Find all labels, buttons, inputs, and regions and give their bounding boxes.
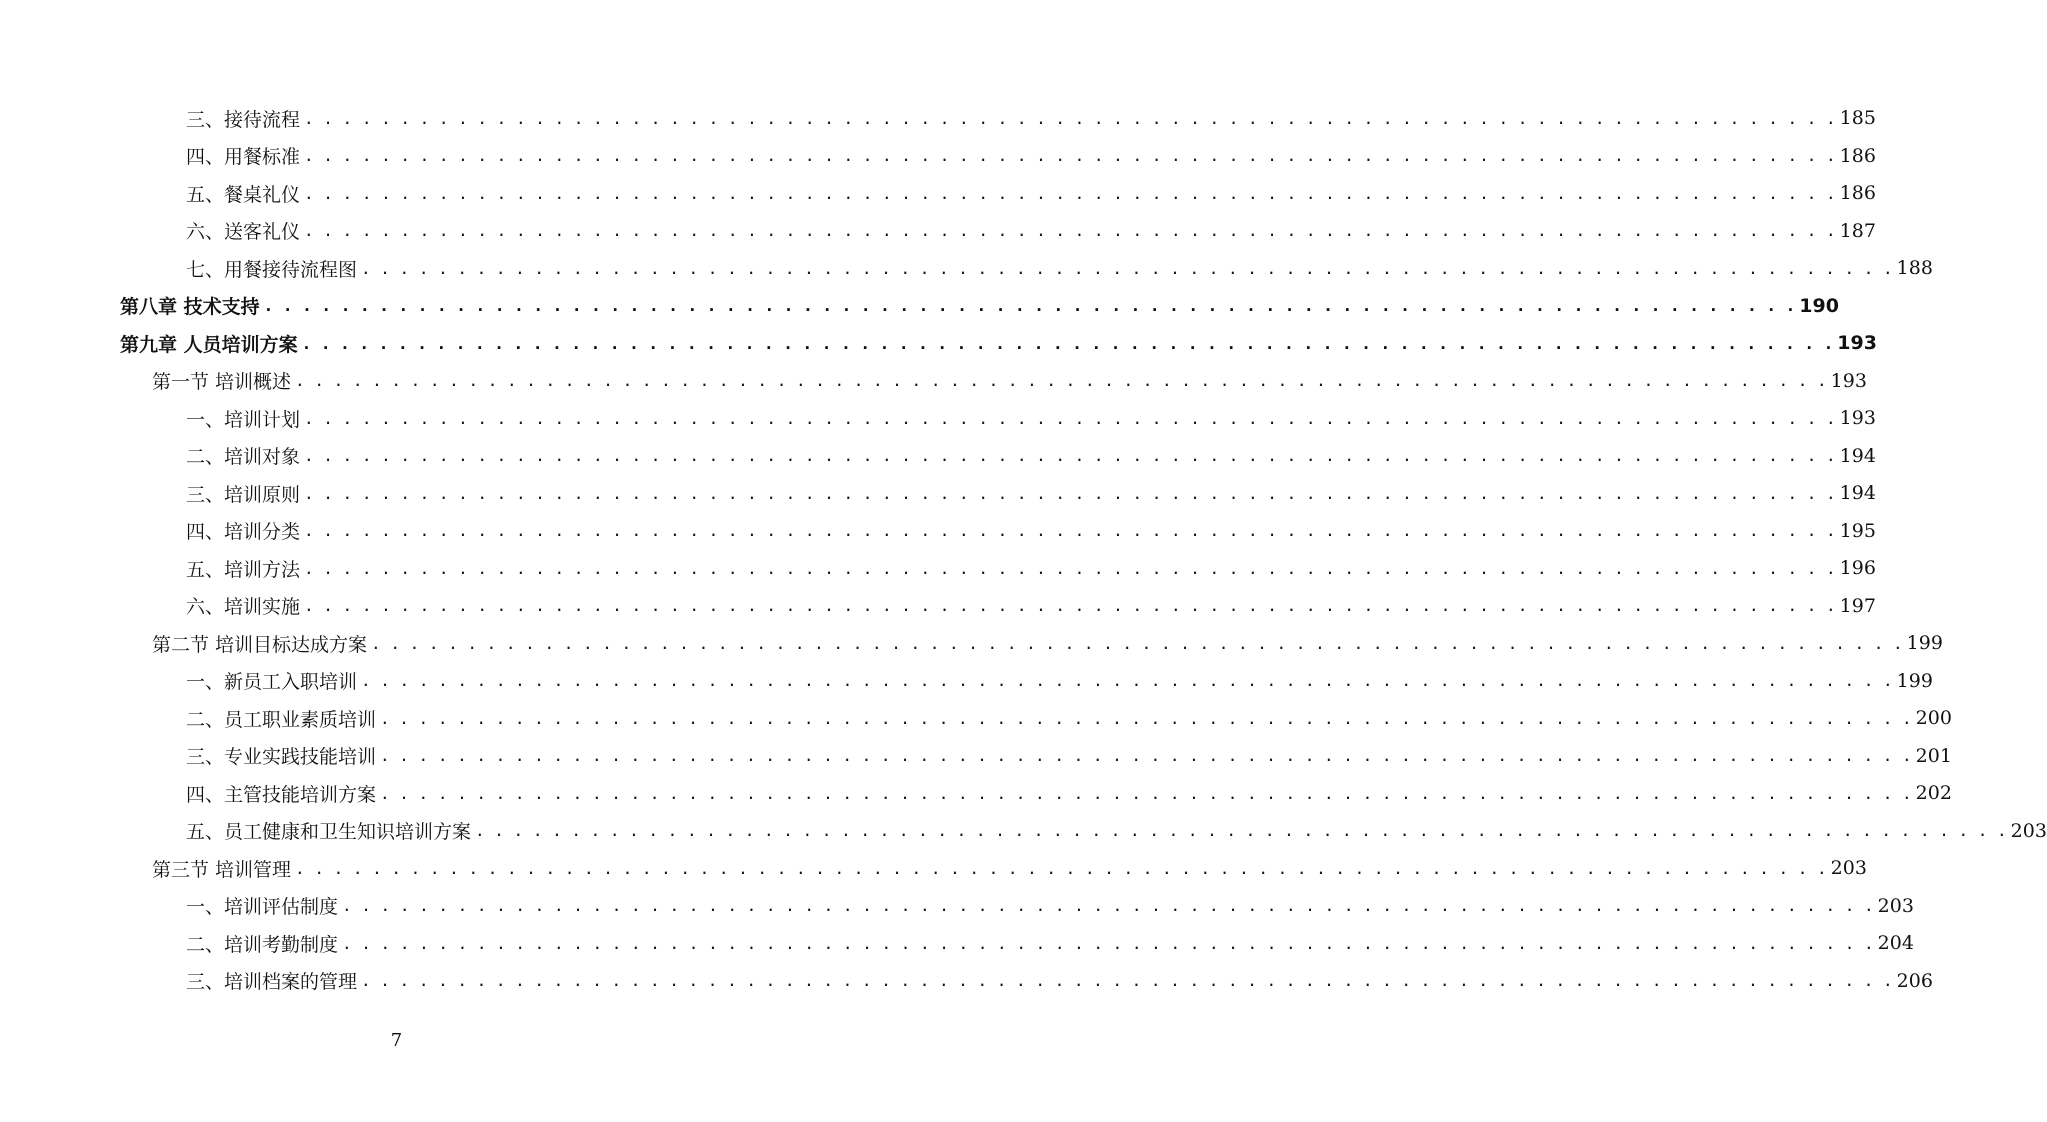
toc-entry-title: 第一节 培训概述 (152, 371, 292, 393)
toc-entry[interactable] (186, 400, 1876, 436)
toc-entry[interactable] (186, 213, 1876, 249)
dot-leader: . . . . . . . . . . . . . . . . . . . . . . . . . . . . . . . . . . . . . . . . . . . . . . . . . . . . . . . . . . . . . . . . . . . . . . . . . . . . . . . . (304, 446, 1836, 465)
toc-entry-page: 195 (1839, 519, 1876, 542)
toc-entry-page: 203 (1877, 894, 1914, 917)
toc-entry-page: 190 (1799, 294, 1839, 317)
toc-entry-title: 第八章 技术支持 (120, 296, 260, 318)
toc-entry-page: 203 (1830, 857, 1867, 879)
toc-entry-title: 七、用餐接待流程图 (186, 258, 358, 281)
toc-entry-title: 五、员工健康和卫生知识培训方案 (186, 821, 472, 843)
toc-entry-title: 二、员工职业素质培训 (186, 708, 377, 731)
toc-entry[interactable] (186, 775, 1952, 811)
dot-leader: . . . . . . . . . . . . . . . . . . . . . . . . . . . . . . . . . . . . . . . . . . . . . . . . . . . . . . . . . . . . . . . . . . . . . . . . . . . . . . . . (304, 596, 1836, 615)
toc-entry[interactable] (120, 288, 1839, 324)
toc-entry[interactable] (186, 813, 2047, 849)
toc-entry-title: 三、接待流程 (186, 108, 301, 131)
toc-entry-page: 194 (1839, 444, 1876, 467)
dot-leader: . . . . . . . . . . . . . . . . . . . . . . . . . . . . . . . . . . . . . . . . . . . . . . . . . . . . . . . . . . . . . . . . . . . . . . . . . . . . . . . . (371, 633, 1903, 653)
dot-leader: . . . . . . . . . . . . . . . . . . . . . . . . . . . . . . . . . . . . . . . . . . . . . . . . . . . . . . . . . . . . . . . . . . . . . . . . . . . . . . . . (263, 296, 1796, 315)
toc-entry-page: 193 (1839, 407, 1876, 429)
toc-entry[interactable] (152, 850, 1867, 886)
toc-entry[interactable] (186, 138, 1876, 174)
toc-entry-title: 二、培训考勤制度 (186, 933, 339, 956)
dot-leader: . . . . . . . . . . . . . . . . . . . . . . . . . . . . . . . . . . . . . . . . . . . . . . . . . . . . . . . . . . . . . . . . . . . . . . . . . . . . . . . . (301, 333, 1834, 353)
toc-entry-title: 一、新员工入职培训 (186, 671, 358, 693)
toc-entry-title: 六、送客礼仪 (186, 221, 301, 243)
toc-entry-page: 204 (1877, 932, 1914, 954)
toc-entry-title: 第三节 培训管理 (152, 858, 292, 881)
dot-leader: . . . . . . . . . . . . . . . . . . . . . . . . . . . . . . . . . . . . . . . . . . . . . . . . . . . . . . . . . . . . . . . . . . . . . . . . . . . . . . . . (304, 183, 1836, 203)
dot-leader: . . . . . . . . . . . . . . . . . . . . . . . . . . . . . . . . . . . . . . . . . . . . . . . . . . . . . . . . . . . . . . . . . . . . . . . . . . . . . . . . (304, 408, 1836, 428)
toc-entry[interactable] (186, 963, 1933, 999)
toc-entry-title: 第二节 培训目标达成方案 (152, 633, 368, 656)
dot-leader: . . . . . . . . . . . . . . . . . . . . . . . . . . . . . . . . . . . . . . . . . . . . . . . . . . . . . . . . . . . . . . . . . . . . . . . . . . . . . . . . (361, 671, 1893, 690)
toc-entry[interactable] (186, 475, 1876, 511)
toc-entry-page: 186 (1839, 182, 1876, 204)
dot-leader: . . . . . . . . . . . . . . . . . . . . . . . . . . . . . . . . . . . . . . . . . . . . . . . . . . . . . . . . . . . . . . . . . . . . . . . . . . . . . . . . (361, 971, 1893, 990)
toc-entry-page: 185 (1839, 107, 1876, 129)
toc-entry[interactable] (152, 363, 1867, 399)
dot-leader: . . . . . . . . . . . . . . . . . . . . . . . . . . . . . . . . . . . . . . . . . . . . . . . . . . . . . . . . . . . . . . . . . . . . . . . . . . . . . . . . (380, 708, 1912, 728)
toc-entry[interactable] (186, 700, 1952, 736)
toc-entry-page: 194 (1839, 482, 1876, 504)
toc-entry[interactable] (186, 550, 1876, 586)
toc-entry[interactable] (186, 663, 1933, 699)
dot-leader: . . . . . . . . . . . . . . . . . . . . . . . . . . . . . . . . . . . . . . . . . . . . . . . . . . . . . . . . . . . . . . . . . . . . . . . . . . . . . . . . (295, 858, 1827, 878)
toc-entry-page: 196 (1839, 557, 1876, 579)
toc-entry[interactable] (186, 888, 1914, 924)
toc-entry-title: 三、培训档案的管理 (186, 971, 358, 993)
toc-entry[interactable] (186, 738, 1952, 774)
toc-entry-page: 202 (1915, 782, 1952, 804)
dot-leader: . . . . . . . . . . . . . . . . . . . . . . . . . . . . . . . . . . . . . . . . . . . . . . . . . . . . . . . . . . . . . . . . . . . . . . . . . . . . . . . . (380, 746, 1912, 765)
dot-leader: . . . . . . . . . . . . . . . . . . . . . . . . . . . . . . . . . . . . . . . . . . . . . . . . . . . . . . . . . . . . . . . . . . . . . . . . . . . . . . . . (304, 558, 1836, 578)
toc-entry-page: 199 (1906, 632, 1943, 654)
toc-entry-page: 200 (1915, 707, 1952, 729)
toc-entry[interactable] (186, 925, 1914, 961)
toc-entry-page: 199 (1896, 669, 1933, 692)
dot-leader: . . . . . . . . . . . . . . . . . . . . . . . . . . . . . . . . . . . . . . . . . . . . . . . . . . . . . . . . . . . . . . . . . . . . . . . . . . . . . . . . (304, 483, 1836, 503)
toc-entry[interactable] (186, 438, 1876, 474)
toc-entry-page: 203 (2010, 819, 2047, 842)
toc-entry[interactable] (152, 625, 1943, 661)
toc-entry[interactable] (120, 325, 1877, 361)
toc-entry-title: 三、培训原则 (186, 483, 301, 506)
toc-entry-page: 193 (1830, 369, 1867, 392)
toc-entry-title: 五、餐桌礼仪 (186, 183, 301, 206)
toc-entry-page: 188 (1896, 257, 1933, 279)
dot-leader: . . . . . . . . . . . . . . . . . . . . . . . . . . . . . . . . . . . . . . . . . . . . . . . . . . . . . . . . . . . . . . . . . . . . . . . . . . . . . . . . (380, 783, 1912, 803)
toc-entry[interactable] (186, 175, 1876, 211)
toc-entry-page: 197 (1839, 594, 1876, 617)
dot-leader: . . . . . . . . . . . . . . . . . . . . . . . . . . . . . . . . . . . . . . . . . . . . . . . . . . . . . . . . . . . . . . . . . . . . . . . . . . . . . . . . (475, 821, 2007, 840)
toc-entry-title: 三、专业实践技能培训 (186, 746, 377, 768)
toc-entry-page: 187 (1839, 219, 1876, 242)
toc-entry[interactable] (186, 100, 1876, 136)
dot-leader: . . . . . . . . . . . . . . . . . . . . . . . . . . . . . . . . . . . . . . . . . . . . . . . . . . . . . . . . . . . . . . . . . . . . . . . . . . . . . . . . (342, 896, 1874, 915)
dot-leader: . . . . . . . . . . . . . . . . . . . . . . . . . . . . . . . . . . . . . . . . . . . . . . . . . . . . . . . . . . . . . . . . . . . . . . . . . . . . . . . . (304, 108, 1836, 128)
toc-entry-page: 201 (1915, 744, 1952, 767)
toc-entry-title: 第九章 人员培训方案 (120, 333, 298, 356)
dot-leader: . . . . . . . . . . . . . . . . . . . . . . . . . . . . . . . . . . . . . . . . . . . . . . . . . . . . . . . . . . . . . . . . . . . . . . . . . . . . . . . . (304, 146, 1836, 165)
toc-entry[interactable] (186, 588, 1876, 624)
toc-entry-title: 四、主管技能培训方案 (186, 783, 377, 806)
toc-entry-title: 二、培训对象 (186, 446, 301, 468)
toc-entry-page: 206 (1896, 969, 1933, 992)
dot-leader: . . . . . . . . . . . . . . . . . . . . . . . . . . . . . . . . . . . . . . . . . . . . . . . . . . . . . . . . . . . . . . . . . . . . . . . . . . . . . . . . (304, 521, 1836, 540)
toc-entry-title: 四、培训分类 (186, 521, 301, 543)
toc-entry-page: 186 (1839, 144, 1876, 167)
page-number: 7 (390, 1030, 403, 1051)
toc-entry-title: 五、培训方法 (186, 558, 301, 581)
dot-leader: . . . . . . . . . . . . . . . . . . . . . . . . . . . . . . . . . . . . . . . . . . . . . . . . . . . . . . . . . . . . . . . . . . . . . . . . . . . . . . . . (304, 221, 1836, 240)
toc-entry-title: 一、培训评估制度 (186, 896, 339, 918)
toc-entry-title: 六、培训实施 (186, 596, 301, 618)
dot-leader: . . . . . . . . . . . . . . . . . . . . . . . . . . . . . . . . . . . . . . . . . . . . . . . . . . . . . . . . . . . . . . . . . . . . . . . . . . . . . . . . (342, 933, 1874, 953)
dot-leader: . . . . . . . . . . . . . . . . . . . . . . . . . . . . . . . . . . . . . . . . . . . . . . . . . . . . . . . . . . . . . . . . . . . . . . . . . . . . . . . . (361, 258, 1893, 278)
dot-leader: . . . . . . . . . . . . . . . . . . . . . . . . . . . . . . . . . . . . . . . . . . . . . . . . . . . . . . . . . . . . . . . . . . . . . . . . . . . . . . . . (295, 371, 1827, 390)
toc-entry[interactable] (186, 513, 1876, 549)
toc-entry-title: 一、培训计划 (186, 408, 301, 431)
toc-entry-page: 193 (1837, 332, 1877, 354)
toc-entry[interactable] (186, 250, 1933, 286)
toc-entry-title: 四、用餐标准 (186, 146, 301, 168)
